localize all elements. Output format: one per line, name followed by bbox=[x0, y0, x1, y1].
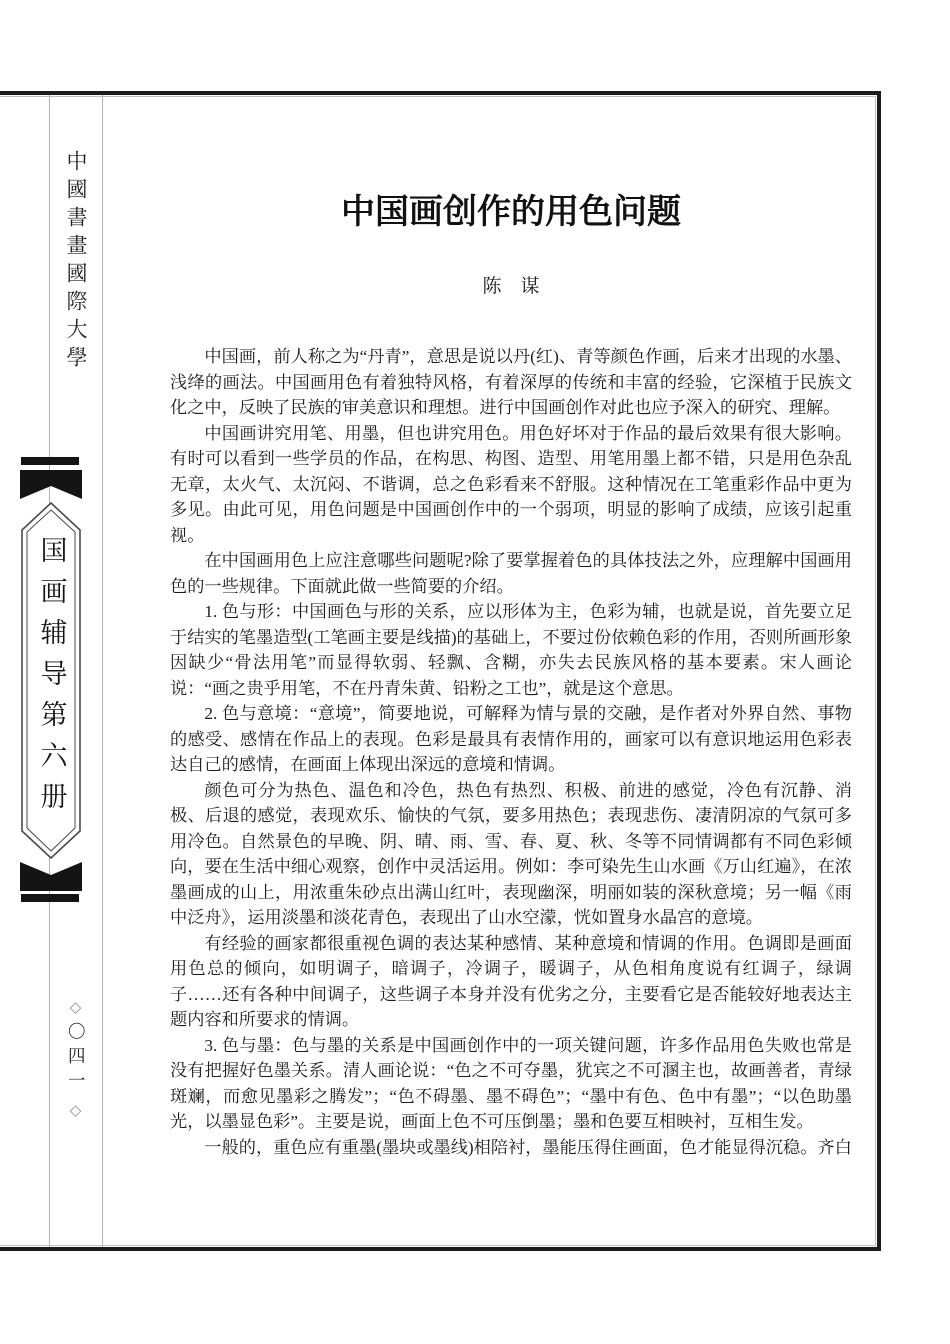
paragraph: 中国画，前人称之为“丹青”，意思是说以丹(红)、青等颜色作画，后来才出现的水墨、浅绛的画法。中国画用色有着独特风格，有着深厚的传统和丰富的经验，它深植于民族文化之中，反映了民族的审美意识和理想。进行中国画创作对此也应予深入的研究、理解。 bbox=[170, 347, 852, 417]
article bbox=[170, 0, 852, 1160]
paragraph: 在中国画用色上应注意哪些问题呢?除了要掌握着色的具体技法之外，应理解中国画用色的一些规律。下面就此做一些简要的介绍。 bbox=[170, 551, 852, 596]
university-name-column bbox=[49, 150, 102, 390]
folio-number: 〇四一 bbox=[66, 1022, 87, 1096]
university-name: 中國書畫國際大學 bbox=[64, 150, 88, 374]
plaque-top-bar bbox=[21, 457, 79, 465]
folio bbox=[49, 1000, 102, 1118]
plaque-top-ribbon bbox=[20, 470, 82, 499]
diamond-ornament-bottom-icon: ◇ bbox=[69, 1100, 82, 1119]
paragraph: 有经验的画家都很重视色调的表达某种感情、某种意境和情调的作用。色调即是画面用色总的倾向，如明调子，暗调子，冷调子，暖调子，从色相角度说有红调子，绿调子……还有各种中间调子，这些调子本身并没有优劣之分，主要看它是否能较好地表达主题内容和所要求的情调。 bbox=[170, 933, 852, 1029]
plaque-title: 国画辅导第六册 bbox=[36, 536, 67, 823]
paragraph: 颜色可分为热色、温色和冷色，热色有热烈、积极、前进的感觉，冷色有沉静、消极、后退的感觉，表现欢乐、愉快的气氛，要多用热色；表现悲伤、凄清阴凉的气氛可多用冷色。自然景色的早晚、阴、晴、雨、雪、春、夏、秋、冬等不同情调都有不同色彩倾向，要在生活中细心观察，创作中灵活运用。例如：李可染先生山水画《万山红遍》，在浓墨画成的山上，用浓重朱砂点出满山红叶，表现幽深，明丽如装的深秋意境；另一幅《雨中泛舟》，运用淡墨和淡花青色，表现出了山水空濛，恍如置身水晶宫的意境。 bbox=[170, 780, 852, 927]
plaque-bottom-ribbon bbox=[20, 862, 82, 891]
paragraph: 2. 色与意境：“意境”，简要地说，可解释为情与景的交融，是作者对外界自然、事物的感受、感情在作品上的表现。色彩是最具有表情作用的，画家可以有意识地运用色彩表达自己的感情，在画面上体现出深远的意境和情调。 bbox=[170, 704, 852, 774]
paragraph: 3. 色与墨：色与墨的关系是中国画创作中的一项关键问题，许多作品用色失败也常是没有把握好色墨关系。清人画论说：“色之不可夺墨，犹宾之不可溷主也，故画善者，青绿斑斓，而愈见墨彩之腾发”；“色不碍墨、墨不碍色”；“墨中有色、色中有墨”；“以色助墨光，以墨显色彩”。主要是说，画面上色不可压倒墨；墨和色要互相映衬，互相生发。 bbox=[170, 1035, 852, 1131]
volume-plaque bbox=[20, 457, 82, 904]
paragraph: 1. 色与形：中国画色与形的关系，应以形体为主，色彩为辅，也就是说，首先要立足于结实的笔墨造型(工笔画主要是线描)的基础上，不要过份依赖色彩的作用，否则所画形象因缺少“骨法用笔”而显得软弱、轻飘、含糊，亦失去民族风格的基本要素。宋人画论说：“画之贵乎用笔，不在丹青朱黄、铅粉之工也”，就是这个意思。 bbox=[170, 602, 852, 698]
sidebar-rule-right bbox=[102, 95, 103, 1247]
article-author: 陈 谋 bbox=[482, 276, 540, 297]
article-body bbox=[170, 344, 852, 1160]
paragraph: 中国画讲究用笔、用墨，但也讲究用色。用色好坏对于作品的最后效果有很大影响。有时可以看到一些学员的作品，在构思、构图、造型、用笔用墨上都不错，只是用色杂乱无章，太火气、太沉闷、不谐调，总之色彩看来不舒服。这种情况在工笔重彩作品中更为多见。由此可见，用色问题是中国画创作中的一个弱项，明显的影响了成绩，应该引起重视。 bbox=[170, 423, 852, 545]
plaque-bottom-bar bbox=[21, 894, 79, 902]
article-title: 中国画创作的用色问题 bbox=[341, 193, 681, 231]
paragraph: 一般的，重色应有重墨(墨块或墨线)相陪衬，墨能压得住画面，色才能显得沉稳。齐白 bbox=[204, 1137, 852, 1157]
diamond-ornament-top-icon: ◇ bbox=[69, 998, 82, 1016]
